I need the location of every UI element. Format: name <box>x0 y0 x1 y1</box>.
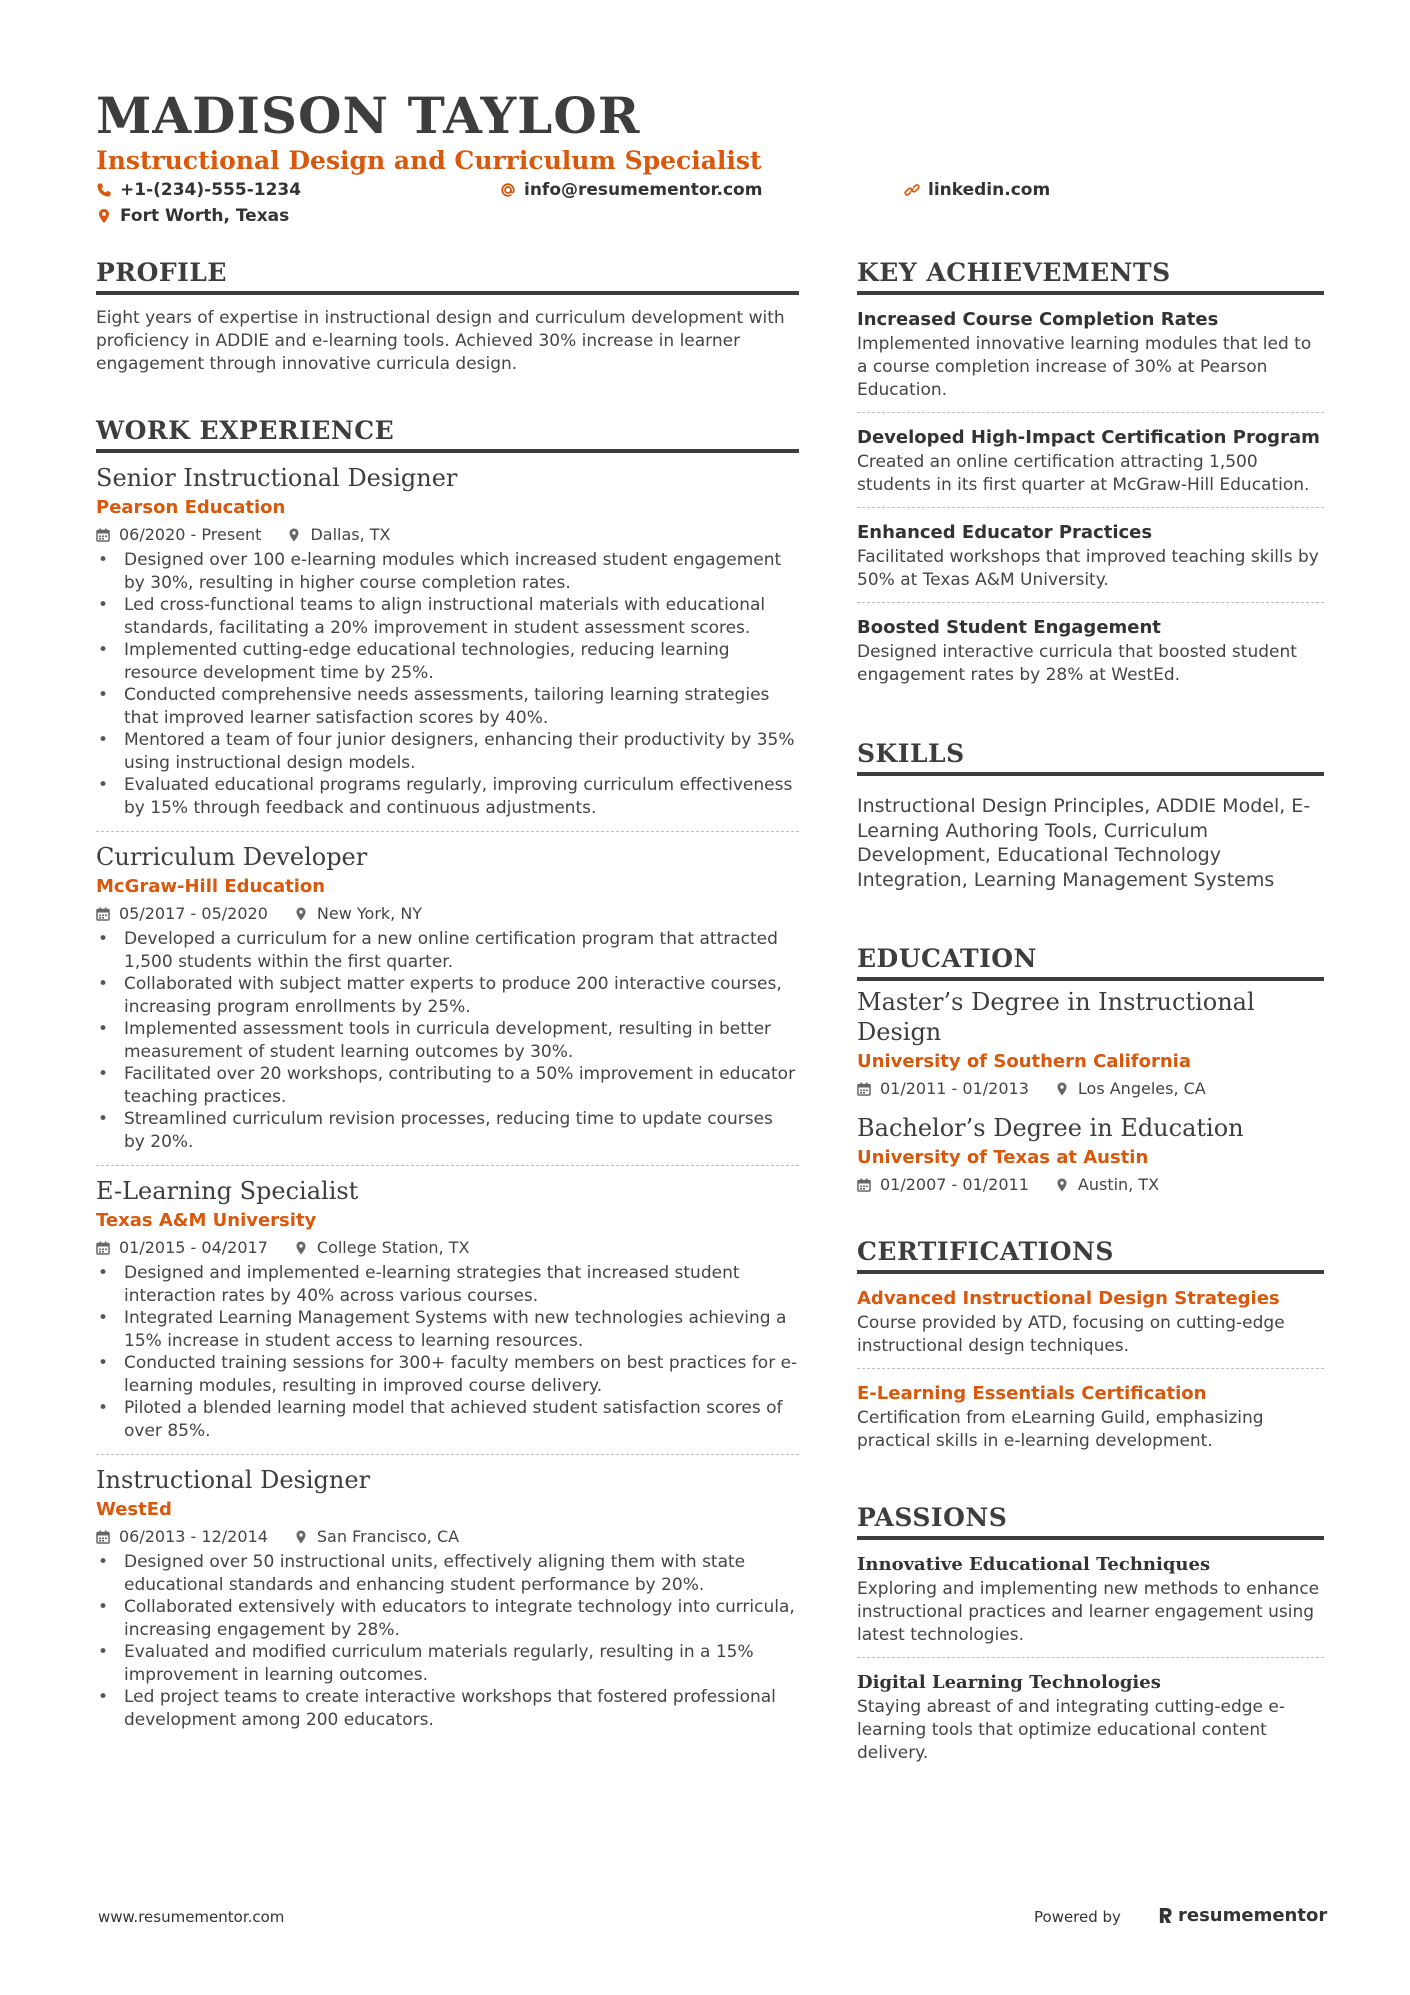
bullet-item: • Implemented cutting-edge educational technologies, reducing learning resource development time by 25%. <box>96 639 799 684</box>
divider <box>96 1165 799 1166</box>
contact-email[interactable] <box>500 180 762 200</box>
job-company: WestEd <box>96 1499 172 1520</box>
location-icon <box>294 907 308 921</box>
job-bullets <box>96 1551 799 1731</box>
education-dates: 01/2011 - 01/2013 <box>880 1079 1029 1098</box>
bullet-item: • Led project teams to create interactive workshops that fostered professional development among 200 educators. <box>96 1686 799 1731</box>
degree-title: Bachelor’s Degree in Education <box>857 1114 1244 1142</box>
location-icon <box>1055 1082 1069 1096</box>
calendar-icon <box>96 1241 110 1255</box>
achievements-heading: KEY ACHIEVEMENTS <box>857 258 1324 295</box>
job-company: Pearson Education <box>96 497 286 518</box>
passion-text: Staying abreast of and integrating cutting-edge e-learning tools that optimize educational content delivery. <box>857 1697 1285 1763</box>
link-icon <box>904 182 920 198</box>
achievement-text: Designed interactive curricula that boosted student engagement rates by 28% at WestEd. <box>857 642 1297 685</box>
passions-heading: PASSIONS <box>857 1503 1324 1540</box>
achievement-title: Enhanced Educator Practices <box>857 522 1153 543</box>
education-location: Austin, TX <box>1077 1175 1160 1194</box>
left-column <box>96 258 799 1731</box>
divider <box>96 1454 799 1455</box>
divider <box>96 831 799 832</box>
job-company: Texas A&M University <box>96 1210 317 1231</box>
job-meta <box>96 902 799 926</box>
education-dates: 01/2007 - 01/2011 <box>880 1175 1029 1194</box>
calendar-icon <box>96 528 110 542</box>
job-meta <box>96 1525 799 1549</box>
contact-linkedin[interactable] <box>904 180 1050 200</box>
job-meta <box>96 1236 799 1260</box>
bullet-item: • Conducted training sessions for 300+ faculty members on best practices for e-learning modules, resulting in improved course delivery. <box>96 1352 799 1397</box>
phone-icon <box>96 182 112 198</box>
job-entry <box>96 842 799 1166</box>
calendar-icon <box>96 1530 110 1544</box>
bullet-item: • Developed a curriculum for a new online certification program that attracted 1,500 students within the first quarter. <box>96 928 799 973</box>
email-text: info@resumementor.com <box>524 180 763 200</box>
certifications-section <box>857 1237 1324 1463</box>
experience-heading: WORK EXPERIENCE <box>96 416 799 453</box>
degree-title: Master’s Degree in Instructional Design <box>857 988 1255 1046</box>
certifications-heading: CERTIFICATIONS <box>857 1237 1324 1274</box>
job-dates: 06/2013 - 12/2014 <box>119 1527 268 1546</box>
job-entry <box>96 1465 799 1731</box>
job-title: Senior Instructional Designer <box>96 464 458 492</box>
candidate-name: MADISON TAYLOR <box>96 86 641 145</box>
location-icon <box>96 208 112 224</box>
linkedin-text: linkedin.com <box>928 180 1051 200</box>
achievement-item <box>857 507 1324 602</box>
achievement-title: Boosted Student Engagement <box>857 617 1161 638</box>
passion-item <box>857 1552 1324 1657</box>
skills-list: Instructional Design Principles, ADDIE Model, E-Learning Authoring Tools, Curriculum Development, Educational Technology Integration, Learning Management Systems <box>857 795 1311 891</box>
contact-location <box>96 206 289 226</box>
right-column <box>857 258 1324 1775</box>
bullet-item: • Evaluated and modified curriculum materials regularly, resulting in a 15% improvement in learning outcomes. <box>96 1641 799 1686</box>
resume-page <box>96 86 1324 1763</box>
profile-heading: PROFILE <box>96 258 799 295</box>
education-heading: EDUCATION <box>857 944 1324 981</box>
job-location: San Francisco, CA <box>316 1527 460 1546</box>
bullet-item: • Conducted comprehensive needs assessments, tailoring learning strategies that improved learner satisfaction scores by 40%. <box>96 684 799 729</box>
location-icon <box>287 528 301 542</box>
school-name: University of Southern California <box>857 1051 1192 1072</box>
passion-item <box>857 1657 1324 1775</box>
job-entry <box>96 463 799 832</box>
job-title: Instructional Designer <box>96 1466 371 1494</box>
achievement-text: Created an online certification attracting 1,500 students in its first quarter at McGraw-Hill Education. <box>857 452 1310 495</box>
achievements-section <box>857 258 1324 697</box>
job-location: Dallas, TX <box>310 525 391 544</box>
calendar-icon <box>857 1178 871 1192</box>
job-bullets <box>96 1262 799 1442</box>
education-section <box>857 944 1324 1197</box>
job-company: McGraw-Hill Education <box>96 876 326 897</box>
bullet-item: • Streamlined curriculum revision processes, reducing time to update courses by 20%. <box>96 1108 799 1153</box>
bullet-item: • Integrated Learning Management Systems with new technologies achieving a 15% increase in student access to learning resources. <box>96 1307 799 1352</box>
job-bullets <box>96 928 799 1153</box>
profile-section <box>96 258 799 376</box>
resumementor-logo-icon <box>1158 1907 1173 1924</box>
location-icon <box>294 1241 308 1255</box>
profile-summary: Eight years of expertise in instructional design and curriculum development with proficiency in ADDIE and e-learning tools. Achieved 30% increase in learner engagement through innovative curricula design. <box>96 308 785 374</box>
job-location: College Station, TX <box>316 1238 470 1257</box>
job-dates: 06/2020 - Present <box>119 525 262 544</box>
education-item <box>857 987 1324 1101</box>
location-icon <box>1055 1178 1069 1192</box>
skills-section <box>857 739 1324 892</box>
education-meta <box>857 1173 1324 1197</box>
job-title: Curriculum Developer <box>96 843 368 871</box>
bullet-item: • Designed over 100 e-learning modules which increased student engagement by 30%, resulting in higher course completion rates. <box>96 549 799 594</box>
job-bullets <box>96 549 799 819</box>
education-meta <box>857 1077 1324 1101</box>
passions-section <box>857 1503 1324 1775</box>
experience-section <box>96 416 799 1731</box>
location-icon <box>294 1530 308 1544</box>
bullet-item: • Piloted a blended learning model that achieved student satisfaction scores of over 85%. <box>96 1397 799 1442</box>
bullet-item: • Led cross-functional teams to align instructional materials with educational standards, facilitating a 20% improvement in student assessment scores. <box>96 594 799 639</box>
certification-item <box>857 1286 1324 1368</box>
calendar-icon <box>96 907 110 921</box>
phone-text: +1-(234)-555-1234 <box>120 180 302 200</box>
certification-text: Course provided by ATD, focusing on cutting-edge instructional design techniques. <box>857 1313 1285 1356</box>
achievement-text: Implemented innovative learning modules that led to a course completion increase of 30% at Pearson Education. <box>857 334 1312 400</box>
bullet-item: • Evaluated educational programs regularly, improving curriculum effectiveness by 15% through feedback and continuous adjustments. <box>96 774 799 819</box>
bullet-item: • Designed and implemented e-learning strategies that increased student interaction rates by 40% across various courses. <box>96 1262 799 1307</box>
bullet-item: • Mentored a team of four junior designers, enhancing their productivity by 35% using instructional design models. <box>96 729 799 774</box>
footer-url[interactable]: www.resumementor.com <box>98 1908 285 1926</box>
job-entry <box>96 1176 799 1455</box>
brand-logo[interactable] <box>1158 1905 1327 1926</box>
bullet-item: • Implemented assessment tools in curricula development, resulting in better measurement of student learning outcomes by 30%. <box>96 1018 799 1063</box>
achievement-title: Developed High-Impact Certification Program <box>857 427 1320 448</box>
achievement-title: Increased Course Completion Rates <box>857 309 1219 330</box>
school-name: University of Texas at Austin <box>857 1147 1149 1168</box>
contact-bar <box>96 180 1324 232</box>
bullet-item: • Collaborated extensively with educators to integrate technology into curricula, increasing engagement by 28%. <box>96 1596 799 1641</box>
education-item <box>857 1113 1324 1197</box>
certification-item <box>857 1368 1324 1463</box>
contact-phone[interactable] <box>96 180 301 200</box>
job-meta <box>96 523 799 547</box>
candidate-headline: Instructional Design and Curriculum Specialist <box>96 146 762 175</box>
bullet-item: • Designed over 50 instructional units, effectively aligning them with state educational standards and enhancing student performance by 20%. <box>96 1551 799 1596</box>
achievement-item <box>857 412 1324 507</box>
passion-text: Exploring and implementing new methods to enhance instructional practices and learner engagement using latest technologies. <box>857 1579 1320 1645</box>
passion-title: Innovative Educational Techniques <box>857 1554 1211 1575</box>
location-text: Fort Worth, Texas <box>120 206 290 226</box>
page-footer <box>98 1905 1328 1932</box>
job-location: New York, NY <box>316 904 423 923</box>
achievement-text: Facilitated workshops that improved teaching skills by 50% at Texas A&M University. <box>857 547 1319 590</box>
skills-heading: SKILLS <box>857 739 1324 776</box>
powered-by-label: Powered by <box>1034 1908 1121 1926</box>
bullet-item: • Facilitated over 20 workshops, contributing to a 50% improvement in educator teaching practices. <box>96 1063 799 1108</box>
achievement-item <box>857 307 1324 412</box>
bullet-item: • Collaborated with subject matter experts to produce 200 interactive courses, increasing program enrollments by 25%. <box>96 973 799 1018</box>
email-icon <box>500 182 516 198</box>
job-dates: 01/2015 - 04/2017 <box>119 1238 268 1257</box>
certification-title: Advanced Instructional Design Strategies <box>857 1288 1280 1309</box>
education-location: Los Angeles, CA <box>1077 1079 1206 1098</box>
brand-name: resumementor <box>1178 1905 1328 1926</box>
certification-text: Certification from eLearning Guild, emphasizing practical skills in e-learning development. <box>857 1408 1264 1451</box>
job-title: E-Learning Specialist <box>96 1177 359 1205</box>
achievement-item <box>857 602 1324 697</box>
calendar-icon <box>857 1082 871 1096</box>
certification-title: E-Learning Essentials Certification <box>857 1383 1207 1404</box>
passion-title: Digital Learning Technologies <box>857 1672 1161 1693</box>
job-dates: 05/2017 - 05/2020 <box>119 904 268 923</box>
